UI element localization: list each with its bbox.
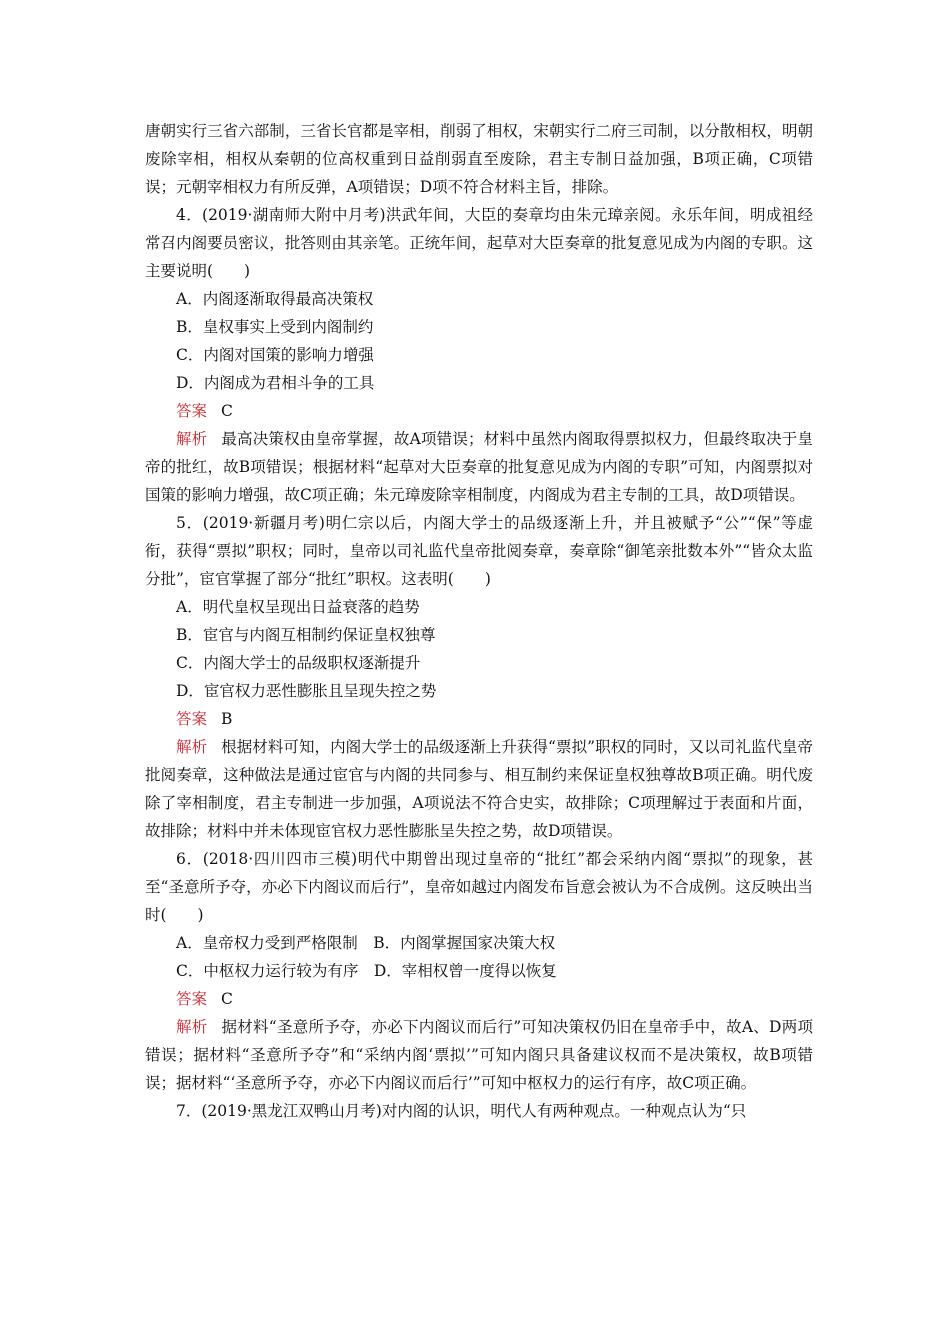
analysis-paragraph (145, 733, 813, 845)
document-body (145, 117, 813, 1125)
answer-option: C．中枢权力运行较为有序 D．宰相权曾一度得以恢复 (176, 962, 557, 980)
answer-option: B．皇权事实上受到内阁制约 (176, 318, 374, 336)
answer-label: 答案 (176, 990, 208, 1008)
answer-value: C (221, 402, 233, 420)
paragraph: 6．(2018·四川四市三模)明代中期曾出现过皇帝的“批红”都会采纳内阁“票拟”的现象，甚至“圣意所予夺，亦必下内阁议而后行”，皇帝如越过内阁发布旨意会被认为不合成例。这反映出当时( ) (145, 850, 813, 924)
answer-label: 答案 (176, 710, 208, 728)
analysis-text: 据材料“圣意所予夺，亦必下内阁议而后行”可知决策权仍旧在皇帝手中，故A、D两项错误；据材料“圣意所予夺”和“采纳内阁‘票拟’”可知内阁只具备建议权而不是决策权，故B项错误；据材料“‘圣意所予夺，亦必下内阁议而后行’”可知中枢权力的运行有序，故C项正确。 (145, 1018, 813, 1092)
analysis-text: 根据材料可知，内阁大学士的品级逐渐上升获得“票拟”职权的同时，又以司礼监代皇帝批阅奏章，这种做法是通过宦官与内阁的共同参与、相互制约来保证皇权独尊故B项正确。明代废除了宰相制度，君主专制进一步加强，A项说法不符合史实，故排除；C项理解过于表面和片面，故排除；材料中并未体现宦官权力恶性膨胀呈失控之势，故D项错误。 (145, 738, 813, 840)
paragraph: 7．(2019·黑龙江双鸭山月考)对内阁的认识，明代人有两种观点。一种观点认为“只 (176, 1102, 747, 1120)
paragraph: 5．(2019·新疆月考)明仁宗以后，内阁大学士的品级逐渐上升，并且被赋予“公”“保”等虚衔，获得“票拟”职权；同时，皇帝以司礼监代皇帝批阅奏章，奏章除“御笔亲批数本外”“皆众太监分批”，宦官掌握了部分“批红”职权。这表明( ) (145, 514, 813, 588)
answer-option: C．内阁对国策的影响力增强 (176, 346, 374, 364)
answer-option: D．宦官权力恶性膨胀且呈现失控之势 (176, 682, 437, 700)
answer-option: A．明代皇权呈现出日益衰落的趋势 (176, 598, 420, 616)
answer-value: C (221, 990, 233, 1008)
analysis-paragraph (145, 425, 813, 509)
answer-option: A．内阁逐渐取得最高决策权 (176, 290, 374, 308)
answer-option: B．宦官与内阁互相制约保证皇权独尊 (176, 626, 436, 644)
answer-line (145, 985, 813, 1013)
answer-line (145, 397, 813, 425)
answer-option: C．内阁大学士的品级职权逐渐提升 (176, 654, 421, 672)
answer-value: B (221, 710, 233, 728)
analysis-paragraph (145, 1013, 813, 1097)
analysis-text: 最高决策权由皇帝掌握，故A项错误；材料中虽然内阁取得票拟权力，但最终取决于皇帝的批红，故B项错误；根据材料“起草对大臣奏章的批复意见成为内阁的专职”可知，内阁票拟对国策的影响力增强，故C项正确；朱元璋废除宰相制度，内阁成为君主专制的工具，故D项错误。 (145, 430, 813, 504)
analysis-label: 解析 (176, 1018, 208, 1036)
answer-option: A．皇帝权力受到严格限制 B．内阁掌握国家决策大权 (176, 934, 556, 952)
answer-option: D．内阁成为君相斗争的工具 (176, 374, 375, 392)
analysis-label: 解析 (176, 430, 208, 448)
paragraph: 4．(2019·湖南师大附中月考)洪武年间，大臣的奏章均由朱元璋亲阅。永乐年间，明成祖经常召内阁要员密议，批答则由其亲笔。正统年间，起草对大臣奏章的批复意见成为内阁的专职。这主要说明( ) (145, 206, 813, 280)
paragraph: 唐朝实行三省六部制，三省长官都是宰相，削弱了相权，宋朝实行二府三司制，以分散相权，明朝废除宰相，相权从秦朝的位高权重到日益削弱直至废除，君主专制日益加强，B项正确，C项错误；元朝宰相权力有所反弹，A项错误；D项不符合材料主旨，排除。 (145, 122, 813, 196)
answer-line (145, 705, 813, 733)
answer-label: 答案 (176, 402, 208, 420)
analysis-label: 解析 (176, 738, 208, 756)
